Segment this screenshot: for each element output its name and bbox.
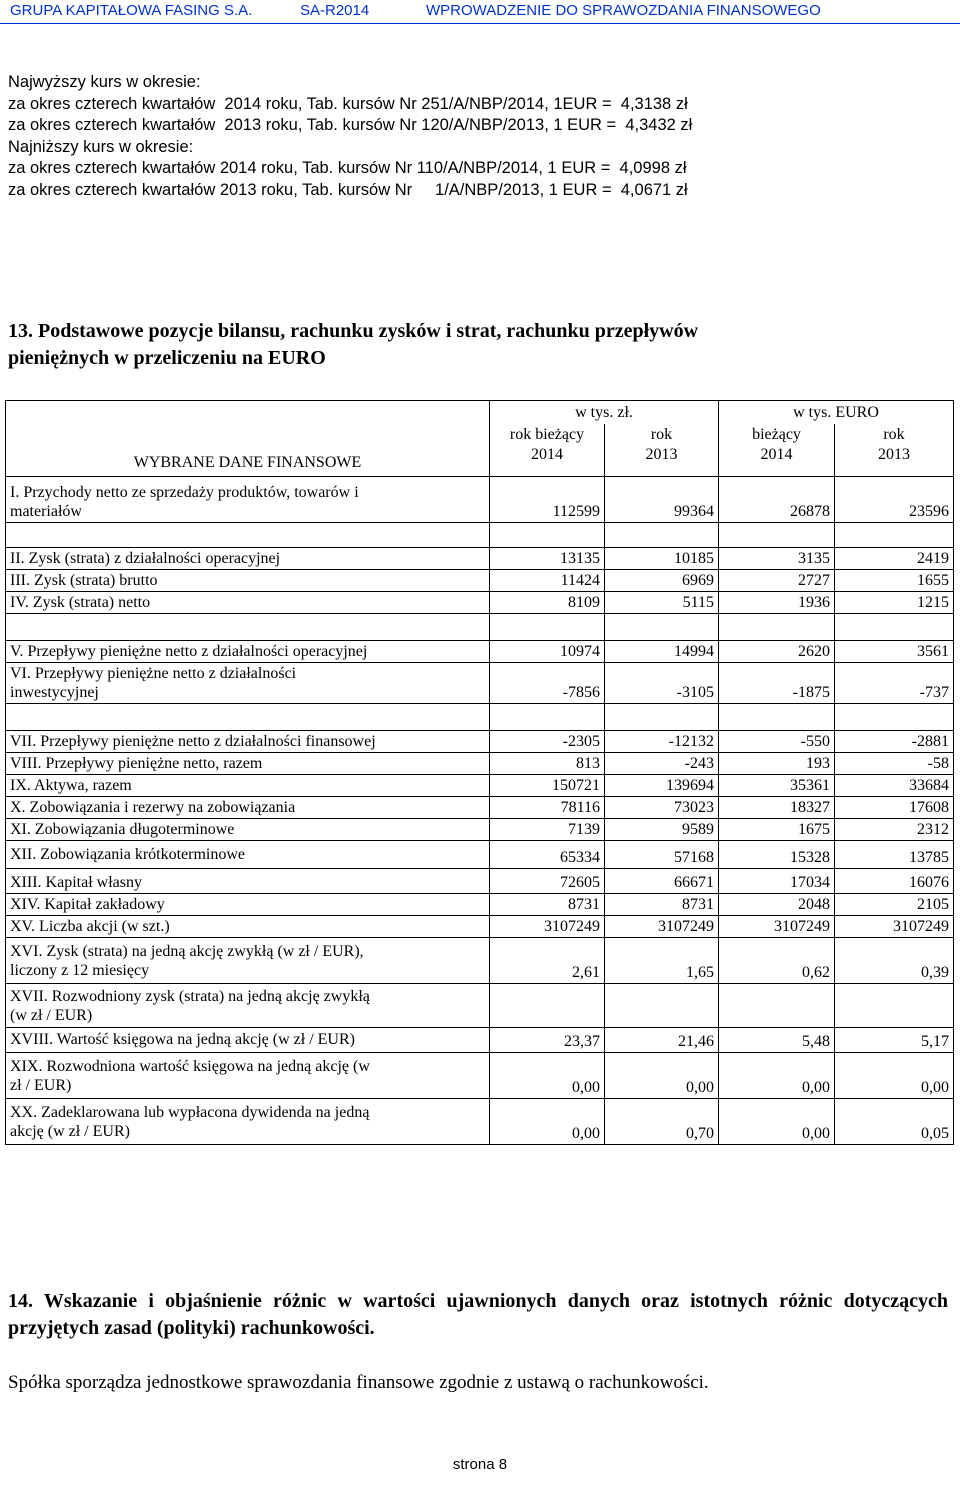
row-value: 139694: [605, 775, 719, 797]
row-label: XI. Zobowiązania długoterminowe: [6, 819, 490, 841]
row-label: [6, 663, 490, 704]
table-row: [6, 916, 954, 938]
spacer-cell: [719, 704, 835, 731]
row-label: VII. Przepływy pieniężne netto z działalności finansowej: [6, 731, 490, 753]
table-row: [6, 1053, 954, 1099]
row-value: 2312: [835, 819, 954, 841]
financial-data-table: [5, 400, 954, 1145]
spacer-row: [6, 523, 954, 548]
table-row: [6, 1099, 954, 1145]
row-value: 21,46: [605, 1028, 719, 1053]
row-value: 2419: [835, 548, 954, 570]
spacer-cell: [835, 614, 954, 641]
row-value: 33684: [835, 775, 954, 797]
row-value: 3107249: [835, 916, 954, 938]
row-value: 813: [490, 753, 605, 775]
row-value: 0,62: [719, 938, 835, 984]
spacer-cell: [605, 523, 719, 548]
section-13-title: [8, 318, 698, 372]
page-number: strona 8: [452, 1456, 508, 1473]
row-label: X. Zobowiązania i rezerwy na zobowiązania: [6, 797, 490, 819]
row-value: 23596: [835, 477, 954, 523]
table-row: [6, 731, 954, 753]
row-label-line2: akcję (w zł / EUR): [10, 1123, 130, 1140]
row-label: IX. Aktywa, razem: [6, 775, 490, 797]
header-col1: [490, 424, 605, 477]
row-value: 17608: [835, 797, 954, 819]
row-label: IV. Zysk (strata) netto: [6, 592, 490, 614]
row-value: 0,00: [490, 1053, 605, 1099]
row-value: 99364: [605, 477, 719, 523]
row-value: [605, 984, 719, 1028]
row-value: [719, 984, 835, 1028]
row-label: [6, 477, 490, 523]
table-row: [6, 641, 954, 663]
header-col2: [605, 424, 719, 477]
table-row: [6, 548, 954, 570]
row-value: 0,00: [719, 1053, 835, 1099]
header-company: GRUPA KAPITAŁOWA FASING S.A.: [10, 2, 253, 19]
row-value: 10974: [490, 641, 605, 663]
row-value: 0,00: [605, 1053, 719, 1099]
row-label: VIII. Przepływy pieniężne netto, razem: [6, 753, 490, 775]
row-value: 1675: [719, 819, 835, 841]
row-label: XII. Zobowiązania krótkoterminowe: [6, 841, 490, 869]
row-value: 0,00: [490, 1099, 605, 1145]
row-value: -1875: [719, 663, 835, 704]
row-value: 3561: [835, 641, 954, 663]
spacer-cell: [6, 704, 490, 731]
spacer-cell: [835, 523, 954, 548]
header-col4-bottom: 2013: [878, 446, 910, 463]
row-label-line2: zł / EUR): [10, 1077, 72, 1094]
row-value: 15328: [719, 841, 835, 869]
header-col1-bottom: 2014: [531, 446, 563, 463]
row-label-line1: XVI. Zysk (strata) na jedną akcję zwykłą (w zł / EUR),: [10, 943, 364, 960]
row-value: 0,00: [719, 1099, 835, 1145]
row-value: -12132: [605, 731, 719, 753]
spacer-cell: [6, 614, 490, 641]
row-value: [490, 984, 605, 1028]
table-row: [6, 753, 954, 775]
row-label-line2: liczony z 12 miesięcy: [10, 962, 150, 979]
row-label: V. Przepływy pieniężne netto z działalności operacyjnej: [6, 641, 490, 663]
row-value: 0,00: [835, 1053, 954, 1099]
row-value: 72605: [490, 869, 605, 894]
row-value: -2881: [835, 731, 954, 753]
row-value: 78116: [490, 797, 605, 819]
row-value: 1215: [835, 592, 954, 614]
row-value: 150721: [490, 775, 605, 797]
row-label: XV. Liczba akcji (w szt.): [6, 916, 490, 938]
row-value: 1936: [719, 592, 835, 614]
table-row: [6, 894, 954, 916]
row-label-line1: XVII. Rozwodniony zysk (strata) na jedną akcję zwykłą: [10, 988, 370, 1005]
row-value: 3107249: [605, 916, 719, 938]
row-value: 0,39: [835, 938, 954, 984]
row-value: 0,05: [835, 1099, 954, 1145]
row-value: 9589: [605, 819, 719, 841]
header-eur-group: w tys. EURO: [719, 401, 954, 425]
row-value: 6969: [605, 570, 719, 592]
row-value: 1,65: [605, 938, 719, 984]
table-row: [6, 570, 954, 592]
table-row: [6, 869, 954, 894]
section-13-line2: pieniężnych w przeliczeniu na EURO: [8, 347, 326, 369]
row-value: 18327: [719, 797, 835, 819]
rates-line: za okres czterech kwartałów 2013 roku, Tab. kursów Nr 120/A/NBP/2013, 1 EUR = 4,3432 zł: [8, 116, 693, 134]
header-report: SA-R2014: [300, 2, 370, 19]
spacer-cell: [6, 523, 490, 548]
row-value: 3135: [719, 548, 835, 570]
row-label: III. Zysk (strata) brutto: [6, 570, 490, 592]
row-value: 5,48: [719, 1028, 835, 1053]
spacer-row: [6, 614, 954, 641]
rates-line: za okres czterech kwartałów 2014 roku, Tab. kursów Nr 251/A/NBP/2014, 1EUR = 4,3138 zł: [8, 94, 688, 113]
row-value: 8109: [490, 592, 605, 614]
table-row: [6, 819, 954, 841]
row-value: 2727: [719, 570, 835, 592]
table-row: [6, 938, 954, 984]
row-value: 35361: [719, 775, 835, 797]
rates-line: za okres czterech kwartałów 2014 roku, Tab. kursów Nr 110/A/NBP/2014, 1 EUR = 4,0998 zł: [8, 159, 687, 177]
row-value: -58: [835, 753, 954, 775]
row-value: 2105: [835, 894, 954, 916]
row-value: 3107249: [490, 916, 605, 938]
row-value: 8731: [605, 894, 719, 916]
row-value: [835, 984, 954, 1028]
exchange-rates: [8, 72, 948, 201]
rates-line: Najwyższy kurs w okresie:: [8, 73, 201, 91]
row-value: 1655: [835, 570, 954, 592]
row-value: 193: [719, 753, 835, 775]
row-label-line1: XX. Zadeklarowana lub wypłacona dywidenda na jedną: [10, 1104, 370, 1121]
page-header: [0, 0, 960, 22]
row-value: 23,37: [490, 1028, 605, 1053]
row-value: 5,17: [835, 1028, 954, 1053]
row-value: -3105: [605, 663, 719, 704]
header-col4-top: rok: [883, 426, 905, 443]
spacer-cell: [490, 614, 605, 641]
header-col1-top: rok bieżący: [509, 426, 585, 443]
row-label: XIII. Kapitał własny: [6, 869, 490, 894]
table-row: [6, 775, 954, 797]
table-row: [6, 984, 954, 1028]
row-value: 7139: [490, 819, 605, 841]
row-value: -2305: [490, 731, 605, 753]
row-label: [6, 938, 490, 984]
row-value: 17034: [719, 869, 835, 894]
section-14-title: 14. Wskazanie i objaśnienie różnic w wartości ujawnionych danych oraz istotnych różnic dotyczących przyjętych zasad (polityki) rachunkowości.: [8, 1290, 948, 1339]
body-paragraph: Spółka sporządza jednostkowe sprawozdania finansowe zgodnie z ustawą o rachunkowości.: [8, 1372, 709, 1393]
row-value: -550: [719, 731, 835, 753]
table-row: [6, 797, 954, 819]
header-col4: [835, 424, 954, 477]
row-value: 65334: [490, 841, 605, 869]
spacer-cell: [490, 704, 605, 731]
row-value: 112599: [490, 477, 605, 523]
header-col2-bottom: 2013: [645, 446, 678, 463]
table-row: [6, 1028, 954, 1053]
row-value: 16076: [835, 869, 954, 894]
row-label: XIV. Kapitał zakładowy: [6, 894, 490, 916]
header-col3-bottom: 2014: [760, 446, 793, 463]
spacer-cell: [490, 523, 605, 548]
row-value: 11424: [490, 570, 605, 592]
row-value: 26878: [719, 477, 835, 523]
table-row: [6, 477, 954, 523]
row-value: 14994: [605, 641, 719, 663]
spacer-cell: [719, 614, 835, 641]
header-section: WPROWADZENIE DO SPRAWOZDANIA FINANSOWEGO: [426, 2, 821, 19]
spacer-cell: [835, 704, 954, 731]
header-rule: [0, 23, 960, 24]
row-value: 73023: [605, 797, 719, 819]
header-col3-top: bieżący: [752, 426, 801, 443]
row-value: 5115: [605, 592, 719, 614]
row-value: 2048: [719, 894, 835, 916]
rates-line: za okres czterech kwartałów 2013 roku, Tab. kursów Nr 1/A/NBP/2013, 1 EUR = 4,0671 zł: [8, 180, 688, 199]
row-label-line1: XIX. Rozwodniona wartość księgowa na jedną akcję (w: [10, 1058, 370, 1075]
row-label: [6, 984, 490, 1028]
spacer-cell: [719, 523, 835, 548]
row-value: -7856: [490, 663, 605, 704]
header-pln-group: w tys. zł.: [490, 401, 719, 425]
table-header-row: [6, 401, 954, 425]
spacer-row: [6, 704, 954, 731]
spacer-cell: [605, 614, 719, 641]
header-col2-top: rok: [650, 426, 673, 443]
row-value: 13135: [490, 548, 605, 570]
row-label-line1: VI. Przepływy pieniężne netto z działalności: [10, 665, 297, 682]
row-value: 10185: [605, 548, 719, 570]
row-value: 8731: [490, 894, 605, 916]
row-label-line2: (w zł / EUR): [10, 1007, 93, 1024]
row-value: 2,61: [490, 938, 605, 984]
spacer-cell: [605, 704, 719, 731]
section-13-line1: 13. Podstawowe pozycje bilansu, rachunku zysków i strat, rachunku przepływów: [8, 320, 699, 342]
row-value: 2620: [719, 641, 835, 663]
rates-line: Najniższy kurs w okresie:: [8, 137, 194, 156]
row-value: 3107249: [719, 916, 835, 938]
row-value: 0,70: [605, 1099, 719, 1145]
row-value: -243: [605, 753, 719, 775]
table-row: [6, 663, 954, 704]
row-value: 57168: [605, 841, 719, 869]
row-label: II. Zysk (strata) z działalności operacyjnej: [6, 548, 490, 570]
row-value: -737: [835, 663, 954, 704]
row-label: XVIII. Wartość księgowa na jedną akcję (w zł / EUR): [6, 1028, 490, 1053]
row-label: [6, 1099, 490, 1145]
header-col3: [719, 424, 835, 477]
row-label-line1: I. Przychody netto ze sprzedaży produktów, towarów i: [10, 484, 359, 501]
row-label-line2: materiałów: [10, 503, 82, 520]
row-label-line2: inwestycyjnej: [10, 684, 99, 701]
table-row: [6, 841, 954, 869]
row-value: 13785: [835, 841, 954, 869]
row-label: [6, 1053, 490, 1099]
header-label: WYBRANE DANE FINANSOWE: [6, 401, 490, 477]
row-value: 66671: [605, 869, 719, 894]
table-row: [6, 592, 954, 614]
